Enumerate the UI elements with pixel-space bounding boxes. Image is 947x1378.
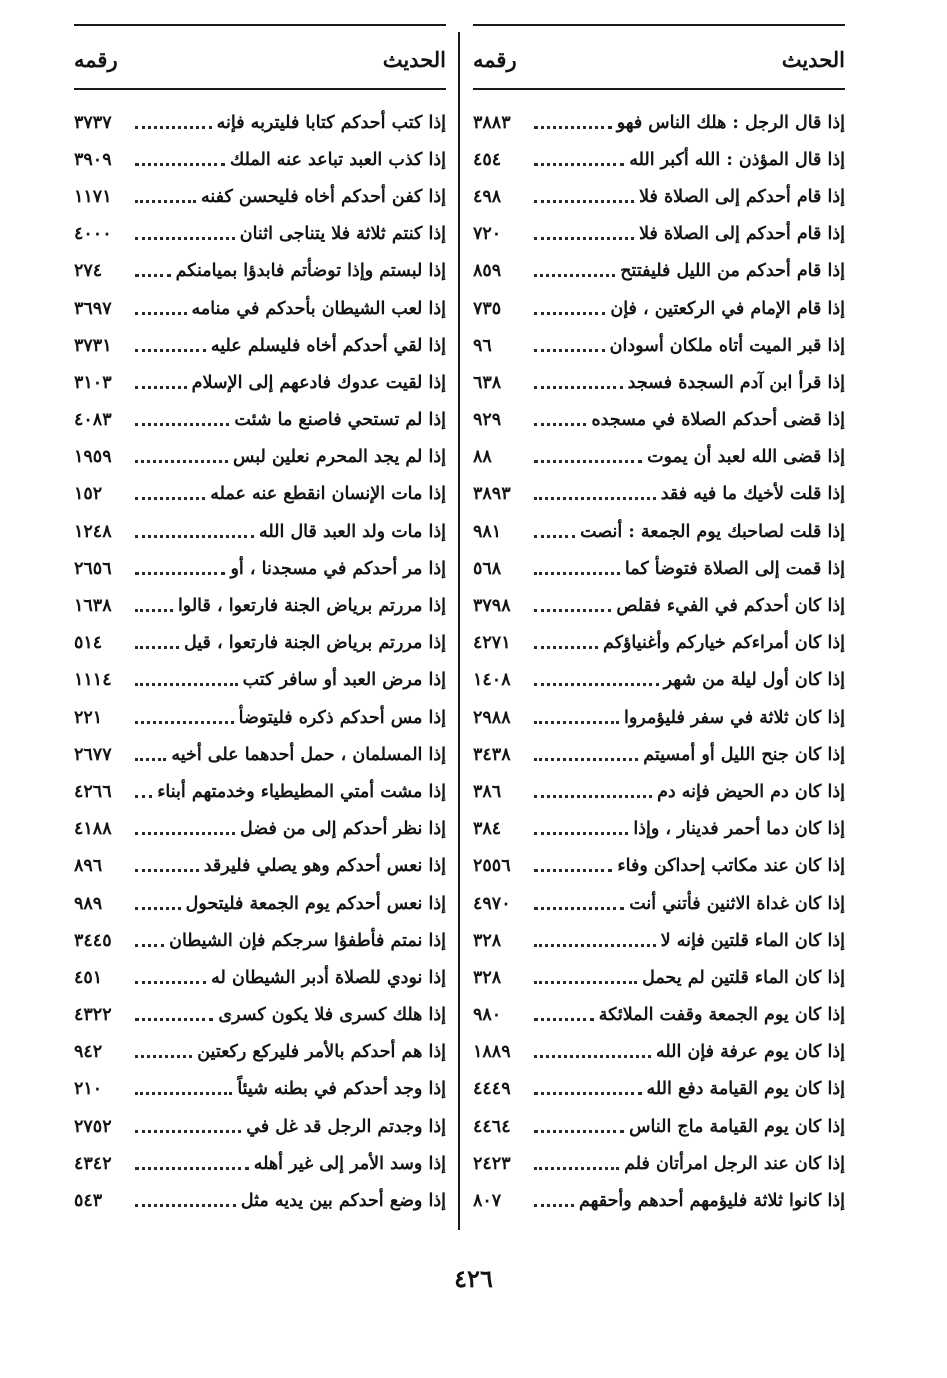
dot-leader xyxy=(534,220,634,240)
list-item xyxy=(473,736,845,773)
list-item xyxy=(473,513,845,550)
list-item xyxy=(74,1034,446,1071)
hadith-number: ٤٤٦٤ xyxy=(473,1116,511,1137)
list-item xyxy=(74,513,446,550)
list-item xyxy=(473,178,845,215)
hadith-text: إذا كذب العبد تباعد عنه الملك xyxy=(229,149,446,170)
hadith-number: ٤٢٧١ xyxy=(473,633,511,654)
dot-leader xyxy=(534,964,637,984)
list-item xyxy=(74,253,446,290)
hadith-number: ٦٣٨ xyxy=(473,372,502,393)
dot-leader xyxy=(534,295,605,315)
list-item xyxy=(473,1034,845,1071)
hadith-text: إذا وجدتم الرجل قد غل في xyxy=(246,1116,446,1137)
hadith-text: إذا كان يوم الجمعة وقفت الملائكة xyxy=(598,1005,845,1026)
dot-leader xyxy=(534,629,598,649)
hadith-number: ٣٧٣٧ xyxy=(74,112,112,133)
hadith-number: ٤٠٠٠ xyxy=(74,224,112,245)
dot-leader xyxy=(534,257,615,277)
dot-leader xyxy=(534,1187,574,1207)
list-item xyxy=(473,1071,845,1108)
hadith-number: ٨٩٦ xyxy=(74,856,103,877)
list-item xyxy=(74,402,446,439)
list-item xyxy=(74,327,446,364)
list-item xyxy=(74,922,446,959)
hadith-text: إذا مر أحدكم في مسجدنا ، أو xyxy=(230,558,446,579)
list-item xyxy=(74,1145,446,1182)
list-item xyxy=(74,1108,446,1145)
dot-leader xyxy=(135,927,164,947)
dot-leader xyxy=(135,480,205,500)
hadith-number: ٥٦٨ xyxy=(473,558,502,579)
hadith-text: إذا كان ثلاثة في سفر فليؤمروا xyxy=(623,707,845,728)
dot-leader xyxy=(534,1038,651,1058)
hadith-text: إذا لقي أحدكم أخاه فليسلم عليه xyxy=(210,335,446,356)
hadith-number: ٩٦ xyxy=(473,335,492,356)
hadith-number: ٤٢٦٦ xyxy=(74,781,112,802)
hadith-text: إذا كان الماء قلتين لم يحمل xyxy=(642,967,845,988)
hadith-text: إذا قبر الميت أتاه ملكان أسودان xyxy=(609,335,845,356)
hadith-number: ٣٨٨٣ xyxy=(473,112,511,133)
hadith-number: ٩٨١ xyxy=(473,521,502,542)
list-item xyxy=(473,1145,845,1182)
hadith-number: ٣٤٤٥ xyxy=(74,930,112,951)
column-header xyxy=(74,42,446,76)
dot-leader xyxy=(534,369,623,389)
dot-leader xyxy=(135,964,206,984)
list-item xyxy=(473,662,845,699)
dot-leader xyxy=(135,183,196,203)
hadith-number: ١٨٨٩ xyxy=(473,1042,511,1063)
hadith-text: إذا وضع أحدكم بين يديه مثل xyxy=(240,1191,446,1212)
hadith-number: ٢٧٤ xyxy=(74,261,103,282)
list-item xyxy=(473,811,845,848)
dot-leader xyxy=(135,518,254,538)
number-header: رقمه xyxy=(473,46,517,72)
dot-leader xyxy=(135,443,228,463)
dot-leader xyxy=(135,592,173,612)
list-item xyxy=(74,1071,446,1108)
list-item xyxy=(473,253,845,290)
hadith-text: إذا هلك كسرى فلا يكون كسرى xyxy=(218,1005,446,1026)
dot-leader xyxy=(135,257,171,277)
hadith-number: ٤٠٨٣ xyxy=(74,410,112,431)
dot-leader xyxy=(534,480,656,500)
hadith-text: إذا قضى الله لعبد أن يموت xyxy=(647,447,845,468)
hadith-text: إذا مشت أمتي المطيطياء وخدمتهم أبناء xyxy=(157,781,446,802)
hadith-text: إذا قال المؤذن : الله أكبر الله xyxy=(629,149,845,170)
hadith-number: ٣٤٣٨ xyxy=(473,744,511,765)
dot-leader xyxy=(135,1150,249,1170)
hadith-text: إذا قلت لأخيك ما فيه فقد xyxy=(660,484,845,505)
hadith-list xyxy=(74,104,446,1220)
hadith-text: إذا لعب الشيطان بأحدكم في منامه xyxy=(191,298,446,319)
hadith-text: إذا وسد الأمر إلى غير أهله xyxy=(253,1153,446,1174)
dot-leader xyxy=(135,852,199,872)
hadith-text: إذا كان جنح الليل أو أمسيتم xyxy=(643,744,845,765)
list-item xyxy=(74,662,446,699)
hadith-number: ٢٥٥٦ xyxy=(473,856,511,877)
hadith-text: إذا كان عند الرجل امرأتان فلم xyxy=(624,1153,845,1174)
hadith-number: ٧٣٥ xyxy=(473,298,502,319)
dot-leader xyxy=(534,406,586,426)
hadith-number: ٤٥١ xyxy=(74,967,103,988)
hadith-text: إذا قام الإمام في الركعتين ، فإن xyxy=(610,298,845,319)
hadith-number: ٩٨٩ xyxy=(74,893,103,914)
hadith-text: إذا كان عند مكاتب إحداكن وفاء xyxy=(617,856,845,877)
list-item xyxy=(473,625,845,662)
dot-leader xyxy=(534,890,624,910)
header-rule xyxy=(74,88,446,90)
hadith-number: ٣٨٤ xyxy=(473,819,502,840)
dot-leader xyxy=(534,1001,594,1021)
hadith-text: إذا كان يوم القيامة ماج الناس xyxy=(629,1116,845,1137)
dot-leader xyxy=(135,1075,232,1095)
list-item xyxy=(74,959,446,996)
hadith-number: ٣٢٨ xyxy=(473,967,502,988)
hadith-text: إذا نعس أحدكم يوم الجمعة فليتحول xyxy=(185,893,446,914)
list-item xyxy=(74,848,446,885)
hadith-number: ٣١٠٣ xyxy=(74,372,112,393)
hadith-text: إذا نعس أحدكم وهو يصلي فليرقد xyxy=(203,856,446,877)
hadith-text: إذا قرأ ابن آدم السجدة فسجد xyxy=(627,372,845,393)
list-item xyxy=(473,959,845,996)
dot-leader xyxy=(534,704,619,724)
hadith-number: ٢١٠ xyxy=(74,1079,103,1100)
hadith-text: إذا كفن أحدكم أخاه فليحسن كفنه xyxy=(200,186,446,207)
dot-leader xyxy=(135,778,152,798)
dot-leader xyxy=(135,332,206,352)
dot-leader xyxy=(135,629,179,649)
hadith-text: إذا كان دم الحيض فإنه دم xyxy=(657,781,845,802)
hadith-number: ١٤٠٨ xyxy=(473,670,511,691)
hadith-text: إذا كان أول ليلة من شهر xyxy=(663,670,845,691)
list-item xyxy=(74,811,446,848)
hadith-number: ٤١٨٨ xyxy=(74,819,112,840)
list-item xyxy=(473,997,845,1034)
hadith-text: إذا كان يوم عرفة فإن الله xyxy=(655,1042,845,1063)
dot-leader xyxy=(534,666,659,686)
hadith-text: إذا مررتم برياض الجنة فارتعوا ، قيل xyxy=(183,633,446,654)
hadith-number: ٢٩٨٨ xyxy=(473,707,511,728)
hadith-text: إذا قضى أحدكم الصلاة في مسجده xyxy=(591,410,845,431)
dot-leader xyxy=(534,109,612,129)
hadith-text: إذا وجد أحدكم في بطنه شيئاً xyxy=(237,1079,446,1100)
hadith-header: الحديث xyxy=(382,46,446,72)
dot-leader xyxy=(534,183,634,203)
hadith-number: ١٩٥٩ xyxy=(74,447,112,468)
hadith-number: ٩٨٠ xyxy=(473,1005,502,1026)
hadith-number: ٨٥٩ xyxy=(473,261,502,282)
hadith-number: ٩٢٩ xyxy=(473,410,502,431)
hadith-number: ٢٦٧٧ xyxy=(74,744,112,765)
hadith-text: إذا كنتم ثلاثة فلا يتناجى اثنان xyxy=(239,224,446,245)
hadith-text: إذا قام أحدكم إلى الصلاة فلا xyxy=(639,186,845,207)
hadith-text: إذا كانوا ثلاثة فليؤمهم أحدهم وأحقهم xyxy=(579,1191,845,1212)
hadith-text: إذا كتب أحدكم كتابا فليتربه فإنه xyxy=(216,112,446,133)
hadith-number: ٢٧٥٢ xyxy=(74,1116,112,1137)
hadith-text: إذا نودي للصلاة أدبر الشيطان له xyxy=(211,967,446,988)
hadith-text: إذا نمتم فأطفؤا سرجكم فإن الشيطان xyxy=(169,930,446,951)
list-item xyxy=(74,773,446,810)
list-item xyxy=(473,848,845,885)
page-number: ٤٢٦ xyxy=(454,1264,493,1293)
list-item xyxy=(74,476,446,513)
dot-leader xyxy=(534,852,612,872)
hadith-text: إذا المسلمان ، حمل أحدهما على أخيه xyxy=(171,744,446,765)
hadith-text: إذا مرض العبد أو سافر كتب xyxy=(242,670,446,691)
dot-leader xyxy=(135,1187,236,1207)
dot-leader xyxy=(135,406,229,426)
list-item xyxy=(74,104,446,141)
hadith-text: إذا مررتم برياض الجنة فارتعوا ، قالوا xyxy=(177,596,446,617)
dot-leader xyxy=(135,1113,241,1133)
hadith-number: ٣٨٦ xyxy=(473,781,502,802)
list-item xyxy=(74,625,446,662)
dot-leader xyxy=(135,220,235,240)
hadith-text: إذا مات ولد العبد قال الله xyxy=(258,521,446,542)
list-item xyxy=(473,773,845,810)
list-item xyxy=(74,997,446,1034)
hadith-number: ٥١٤ xyxy=(74,633,103,654)
hadith-list xyxy=(473,104,845,1220)
list-item xyxy=(473,439,845,476)
list-item xyxy=(74,364,446,401)
dot-leader xyxy=(135,666,238,686)
list-item xyxy=(473,141,845,178)
list-item xyxy=(473,104,845,141)
hadith-text: إذا قلت لصاحبك يوم الجمعة : أنصت xyxy=(580,521,845,542)
hadith-number: ٣٦٩٧ xyxy=(74,298,112,319)
dot-leader xyxy=(534,332,605,352)
hadith-number: ٢٤٢٣ xyxy=(473,1153,511,1174)
list-item xyxy=(473,587,845,624)
dot-leader xyxy=(534,146,624,166)
dot-leader xyxy=(534,1075,642,1095)
list-item xyxy=(473,1182,845,1219)
hadith-text: إذا كان الماء قلتين فإنه لا xyxy=(660,930,845,951)
hadith-text: إذا كان غداة الاثنين فأتني أنت xyxy=(629,893,845,914)
column-header xyxy=(473,42,845,76)
dot-leader xyxy=(135,146,225,166)
hadith-number: ٣٩٠٩ xyxy=(74,149,112,170)
list-item xyxy=(74,699,446,736)
dot-leader xyxy=(534,443,642,463)
hadith-text: إذا لبستم وإذا توضأتم فابدؤا بميامنكم xyxy=(175,261,446,282)
dot-leader xyxy=(534,927,656,947)
hadith-number: ٩٤٢ xyxy=(74,1042,103,1063)
hadith-number: ٥٤٣ xyxy=(74,1191,103,1212)
hadith-text: إذا كان يوم القيامة دفع الله xyxy=(646,1079,845,1100)
dot-leader xyxy=(534,555,620,575)
top-rule xyxy=(74,24,446,26)
hadith-number: ١٢٤٨ xyxy=(74,521,112,542)
hadith-number: ٤٥٤ xyxy=(473,149,502,170)
hadith-number: ١٦٣٨ xyxy=(74,596,112,617)
dot-leader xyxy=(534,1113,624,1133)
list-item xyxy=(74,885,446,922)
dot-leader xyxy=(135,369,187,389)
column-divider xyxy=(458,32,460,1230)
hadith-number: ٣٧٩٨ xyxy=(473,596,511,617)
dot-leader xyxy=(135,1001,213,1021)
dot-leader xyxy=(135,555,225,575)
hadith-header: الحديث xyxy=(781,46,845,72)
hadith-text: إذا كان دما أحمر فدينار ، وإذا xyxy=(633,819,845,840)
list-item xyxy=(74,439,446,476)
hadith-text: إذا مات الإنسان انقطع عنه عمله xyxy=(210,484,446,505)
dot-leader xyxy=(534,815,628,835)
hadith-number: ٤٩٧٠ xyxy=(473,893,511,914)
list-item xyxy=(473,290,845,327)
dot-leader xyxy=(135,815,235,835)
list-item xyxy=(473,216,845,253)
hadith-number: ٤٣٢٢ xyxy=(74,1005,112,1026)
dot-leader xyxy=(534,741,638,761)
dot-leader xyxy=(534,1150,619,1170)
hadith-text: إذا لم يجد المحرم نعلين لبس xyxy=(232,447,446,468)
hadith-number: ٢٢١ xyxy=(74,707,103,728)
list-item xyxy=(473,1108,845,1145)
hadith-text: إذا قال الرجل : هلك الناس فهو xyxy=(616,112,845,133)
hadith-number: ٨٨ xyxy=(473,447,492,468)
dot-leader xyxy=(135,1038,192,1058)
header-rule xyxy=(473,88,845,90)
hadith-text: إذا لقيت عدوك فادعهم إلى الإسلام xyxy=(191,372,446,393)
list-item xyxy=(74,290,446,327)
hadith-number: ٤٤٤٩ xyxy=(473,1079,511,1100)
hadith-text: إذا قام أحدكم من الليل فليفتتح xyxy=(620,261,845,282)
top-rule xyxy=(473,24,845,26)
list-item xyxy=(74,1182,446,1219)
list-item xyxy=(473,550,845,587)
hadith-number: ٢٦٥٦ xyxy=(74,558,112,579)
number-header: رقمه xyxy=(74,46,118,72)
dot-leader xyxy=(534,518,575,538)
hadith-text: إذا قام أحدكم إلى الصلاة فلا xyxy=(639,224,845,245)
dot-leader xyxy=(135,295,187,315)
dot-leader xyxy=(135,890,181,910)
dot-leader xyxy=(135,109,212,129)
dot-leader xyxy=(135,741,166,761)
hadith-text: إذا مس أحدكم ذكره فليتوضأ xyxy=(238,707,446,728)
list-item xyxy=(473,922,845,959)
list-item xyxy=(473,699,845,736)
dot-leader xyxy=(135,704,234,724)
hadith-number: ٧٢٠ xyxy=(473,224,502,245)
hadith-number: ٨٠٧ xyxy=(473,1191,502,1212)
hadith-number: ١٥٢ xyxy=(74,484,103,505)
hadith-text: إذا لم تستحي فاصنع ما شئت xyxy=(234,410,446,431)
list-item xyxy=(74,736,446,773)
list-item xyxy=(74,550,446,587)
list-item xyxy=(473,476,845,513)
list-item xyxy=(74,178,446,215)
hadith-number: ٣٨٩٣ xyxy=(473,484,511,505)
hadith-number: ٤٩٨ xyxy=(473,186,502,207)
hadith-text: إذا هم أحدكم بالأمر فليركع ركعتين xyxy=(197,1042,446,1063)
hadith-number: ١١٧١ xyxy=(74,186,112,207)
list-item xyxy=(74,216,446,253)
list-item xyxy=(473,327,845,364)
hadith-number: ٤٣٤٢ xyxy=(74,1153,112,1174)
list-item xyxy=(473,885,845,922)
dot-leader xyxy=(534,592,611,612)
hadith-number: ١١١٤ xyxy=(74,670,112,691)
list-item xyxy=(473,402,845,439)
hadith-text: إذا كان أحدكم في الفيء فقلص xyxy=(616,596,845,617)
list-item xyxy=(473,364,845,401)
dot-leader xyxy=(534,778,652,798)
hadith-text: إذا قمت إلى الصلاة فتوضأ كما xyxy=(624,558,845,579)
hadith-number: ٣٢٨ xyxy=(473,930,502,951)
hadith-text: إذا نظر أحدكم إلى من فضل xyxy=(240,819,446,840)
list-item xyxy=(74,587,446,624)
hadith-text: إذا كان أمراءكم خياركم وأغنياؤكم xyxy=(602,633,845,654)
list-item xyxy=(74,141,446,178)
hadith-number: ٣٧٣١ xyxy=(74,335,112,356)
